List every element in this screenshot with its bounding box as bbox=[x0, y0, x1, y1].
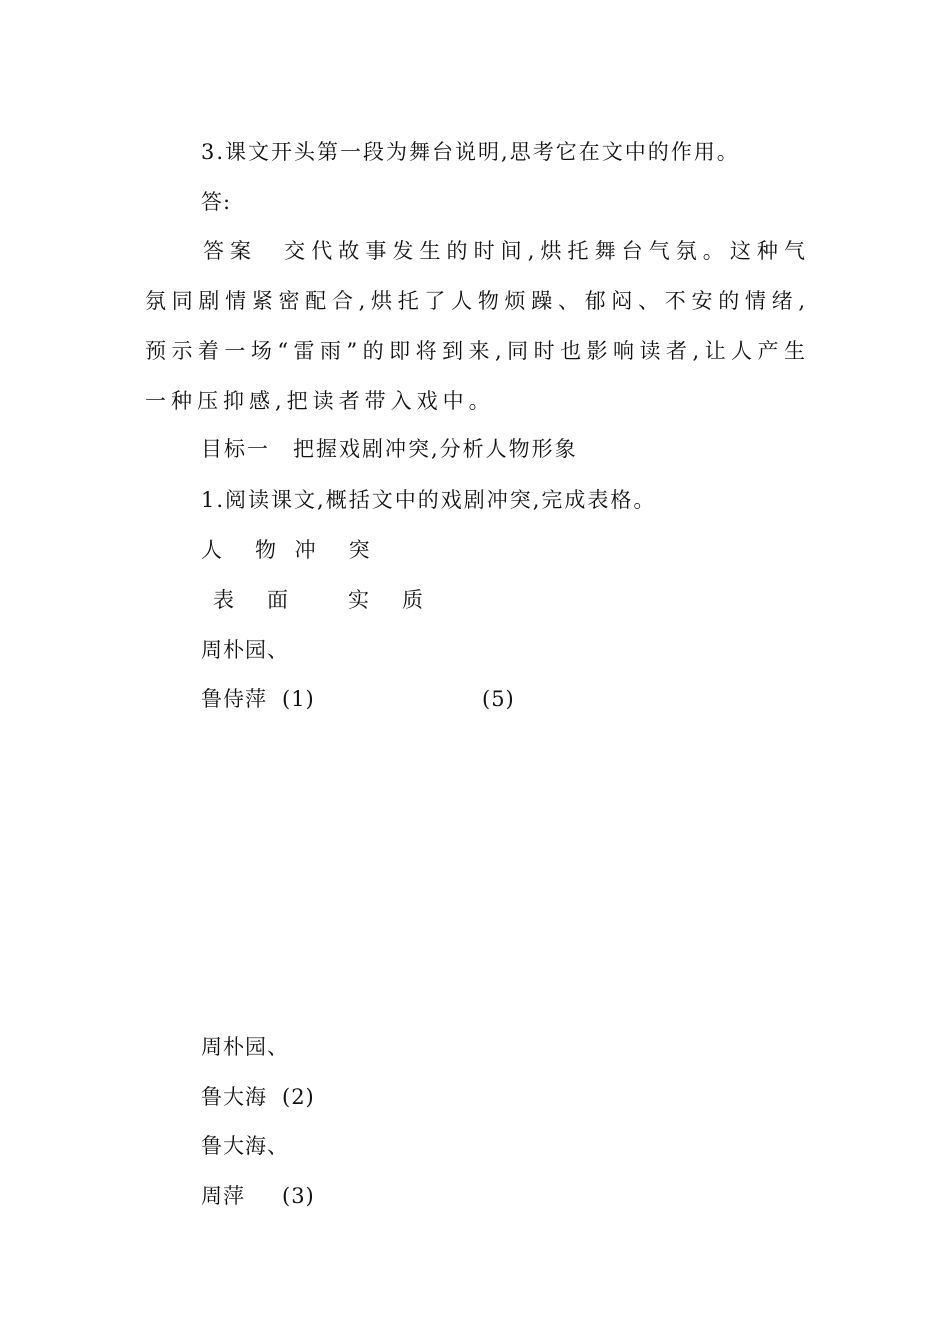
row-2-name-line-2: 鲁大海 bbox=[201, 1085, 267, 1109]
table-header-surface-essence: 表 面 实 质 bbox=[213, 588, 429, 612]
row-1-name-line-2: 鲁侍萍 bbox=[201, 687, 267, 711]
question-3: 3.课文开头第一段为舞台说明,思考它在文中的作用。 bbox=[201, 140, 740, 164]
question-1: 1.阅读课文,概括文中的戏剧冲突,完成表格。 bbox=[201, 488, 657, 512]
row-3-name-line-1: 鲁大海、 bbox=[201, 1134, 289, 1158]
row-3-blank-3: (3) bbox=[282, 1184, 315, 1208]
row-1-blank-1: (1) bbox=[282, 687, 315, 711]
row-1-name-line-1: 周朴园、 bbox=[201, 638, 289, 662]
row-3-name-line-2: 周萍 bbox=[201, 1184, 245, 1208]
table-header-character-conflict: 人 物 冲 突 bbox=[201, 538, 376, 562]
row-2-blank-2: (2) bbox=[282, 1085, 315, 1109]
answer-prompt: 答: bbox=[201, 190, 232, 214]
goal-1-title: 目标一 把握戏剧冲突,分析人物形象 bbox=[201, 437, 578, 461]
row-1-blank-5: (5) bbox=[482, 687, 515, 711]
answer-paragraph: 答案 交代故事发生的时间,烘托舞台气氛。这种气氛同剧情紧密配合,烘托了人物烦躁、郁闷、不安的情绪,预示着一场“雷雨”的即将到来,同时也影响读者,让人产生一种压抑感,把读者带入戏中。 bbox=[145, 239, 810, 413]
row-2-name-line-1: 周朴园、 bbox=[201, 1035, 289, 1059]
